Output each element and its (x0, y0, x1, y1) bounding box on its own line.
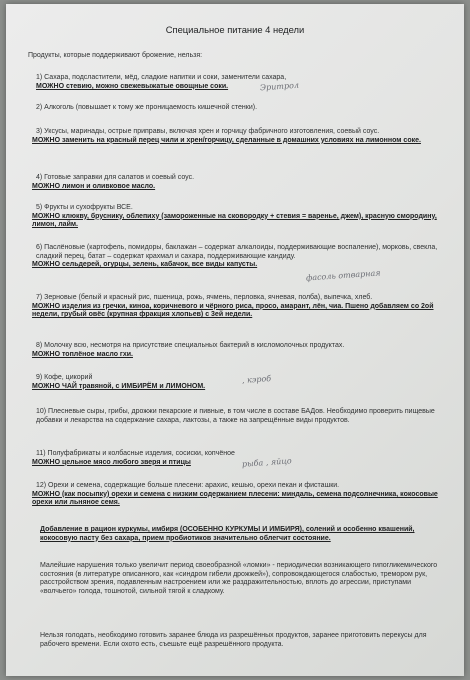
paragraph-withdrawal: Малейшие нарушения только увеличит период своеобразной «ломки» - периодически возникающего гипогликемического состояния (в литературе описанного, как «синдром гибели дрожжей»), сопровождающегося слабостью, тремором рук, расстройством зрения, подавленным настроением или же раздражительностью, вплоть до агрессии, приступами «волчьего» голода, тошнотой, сильной тягой к сладкому. (40, 562, 438, 595)
handwritten-note-beans: фасоль отварная (305, 268, 381, 283)
handwritten-note-sweetener: Эритрол (259, 80, 300, 93)
list-item-12 (32, 482, 444, 508)
intro-text: Продукты, которые поддерживают брожение, нельзя: (28, 52, 203, 59)
item-12-allowed: МОЖНО (как посыпку) орехи и семена с низким содержанием плесени: миндаль, семена подсолнечника, кокосовые орехи или льняное семя. (32, 490, 438, 507)
list-item-10 (32, 408, 444, 425)
document-page (6, 4, 464, 676)
item-4-allowed: МОЖНО лимон и оливковое масло. (32, 182, 156, 190)
item-8-text: 8) Молочку всю, несмотря на присутствие специальных бактерий в кисломолочных продуктах. (36, 342, 345, 349)
item-9-allowed: МОЖНО ЧАЙ травяной, с ИМБИРЁМ и ЛИМОНОМ. (32, 382, 206, 390)
page-title: Специальное питание 4 недели (165, 24, 305, 35)
item-11-allowed: МОЖНО цельное мясо любого зверя и птицы (32, 458, 191, 466)
item-12-text: 12) Орехи и семена, содержащие больше плесени: арахис, кешью, орехи пекан и фисташки. (36, 482, 340, 489)
summary-note: Добавление в рацион куркумы, имбиря (ОСОБЕННО КУРКУМЫ И ИМБИРЯ), солений и особенно квашений, кокосовую пасту без сахара, прием пробиотиков значительно облегчит состояние. (40, 526, 415, 542)
item-7-allowed: МОЖНО изделия из гречки, киноа, коричневого и чёрного риса, просо, амарант, лён, чиа. Пшено добавляем со 2ой недели, грубый овёс (крупная фракция хлопьев) с 3ей недели. (32, 302, 434, 319)
item-3-text: 3) Уксусы, маринады, острые приправы, включая хрен и горчицу фабричного изготовления, соевый соус. (36, 128, 380, 135)
list-item-11 (32, 450, 444, 467)
list-item-9 (32, 374, 444, 391)
item-6-allowed: МОЖНО сельдерей, огурцы, зелень, кабачок, все виды капусты. (32, 261, 258, 269)
item-10-text: 10) Плесневые сыры, грибы, дрожжи пекарские и пивные, в том числе в составе БАДов. Необходимо проверить пищевые добавки и лекарства на содержание сахара, лактозы, а также на запрещённые виды продуктов. (36, 408, 435, 424)
item-9-text: 9) Кофе, цикорий (36, 374, 93, 381)
item-4-text: 4) Готовые заправки для салатов и соевый соус. (36, 174, 195, 181)
list-item-5 (32, 204, 444, 230)
handwritten-note-fish-eggs: рыба , яйцо (241, 456, 292, 469)
item-5-allowed: МОЖНО клюкву, бруснику, облепиху (замороженные на сковородку + стевия = варенье, джем), красную смородину, лимон, лайм. (32, 212, 437, 229)
list-item-3 (32, 128, 444, 145)
list-item-2 (32, 104, 444, 113)
item-7-text: 7) Зерновые (белый и красный рис, пшеница, рожь, ячмень, перловка, ячневая, полба), выпечка, хлеб. (36, 294, 373, 301)
item-3-allowed: МОЖНО заменить на красный перец чили и хрен/горчицу, сделанные в домашних условиях на лимонном соке. (32, 136, 421, 144)
list-item-7 (32, 294, 444, 320)
item-1-text: 1) Сахара, подсластители, мёд, сладкие напитки и соки, заменители сахара, (36, 74, 287, 81)
item-5-text: 5) Фрукты и сухофрукты ВСЕ. (36, 204, 133, 211)
list-item-4 (32, 174, 444, 191)
item-11-text: 11) Полуфабрикаты и колбасные изделия, сосиски, копчёное (36, 450, 235, 457)
list-item-6 (32, 244, 444, 270)
item-8-allowed: МОЖНО топлёное масло гхи. (32, 350, 133, 358)
item-2-text: 2) Алкоголь (повышает к тому же проницаемость кишечной стенки). (36, 104, 258, 111)
paragraph-no-fasting: Нельзя голодать, необходимо готовить заранее блюда из разрешённых продуктов, заранее приготовить перекусы для рабочего времени. Если охото есть, съешьте ещё разрешённого продукта. (40, 632, 427, 648)
handwritten-note-carob: , кэроб (241, 373, 272, 386)
list-item-8 (32, 342, 444, 359)
item-6-text: 6) Паслёновые (картофель, помидоры, баклажан – содержат алкалоиды, поддерживающие воспаление), морковь, свекла, сладкий перец, батат – содержат крахмал и сахара, поддерживающие кандиду. (36, 244, 438, 260)
list-item-1 (32, 74, 444, 91)
item-1-allowed: МОЖНО стевию, можно свежевыжатые овощные соки. (36, 82, 229, 90)
